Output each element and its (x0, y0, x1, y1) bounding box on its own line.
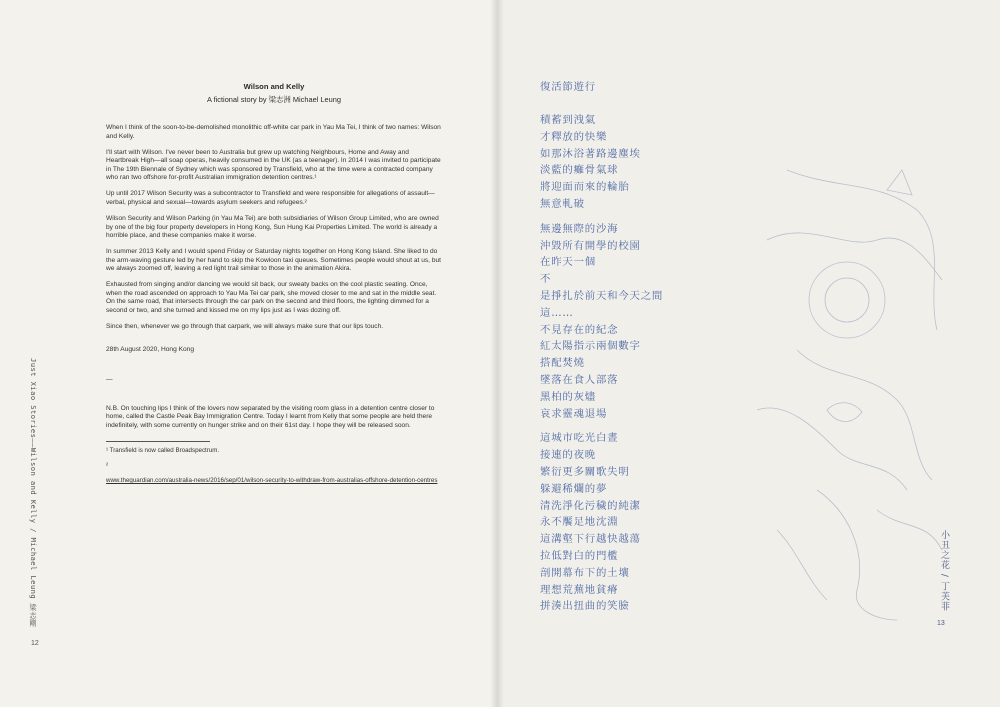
poem-line: 理想荒蕪地貧瘠 (540, 583, 619, 596)
poem-line: 淡藍的癱骨氣球 (540, 164, 619, 177)
poem-line: 黑柏的灰燼 (540, 390, 596, 403)
page-number-right: 13 (937, 620, 945, 627)
left-page (0, 0, 497, 707)
stanza-3 (540, 430, 800, 615)
footnote-2-mark: ² (106, 461, 109, 469)
section-dash: — (106, 376, 113, 384)
running-head-right: 小丑之花 / 丁芙菲 (939, 530, 949, 612)
paragraph: When I think of the soon-to-be-demolished monolithic off-white car park in Yau Ma Tei, I think of two names: Wilson and Kelly. (106, 124, 441, 140)
poem-line: 積蓄到洩氣 (540, 114, 596, 126)
paragraph: Wilson Security and Wilson Parking (in Yau Ma Tei) are both subsidiaries of Wilson Group Limited, who are owned by one of the big four property developers in Hong Kong, Sun Hung Kai Properties Limited. The world is already a horrible place, and these companies make it worse. (106, 214, 439, 240)
paragraph: Exhausted from singing and/or dancing we would sit back, our sweaty backs on the cool plastic seating. Once, when the road ascended on approach to Yau Ma Tei car park, she moved closer to me and sat in the middle seat. On the same road, that intersects through the car park on the second and third floors, the lighting dimmed for a second or two, and she turned and kissed me on my lips just as I was dozing off. (106, 281, 437, 315)
footnote-2 (106, 477, 442, 485)
poem-line: 紅太陽指示兩個數字 (540, 340, 641, 353)
poem-line: 哀求靈魂退場 (540, 407, 608, 420)
paragraph: Since then, whenever we go through that carpark, we will always make sure that our lips touch. (106, 323, 384, 331)
story-body (106, 124, 442, 493)
nb-paragraph: N.B. On touching lips I think of the lovers now separated by the visiting room glass in a detention centre closer to home, called the Castle Peak Bay Immigration Centre. Today I learnt from Kelly that some people are held there indefinitely, with some currently on hunger strike and on their 61st day. I hope they will be released soon. (106, 404, 435, 429)
paragraph: Up until 2017 Wilson Security was a subcontractor to Transfield and were responsible for allegations of assault—verbal, physical and sexual—towards asylum seekers and refugees.² (106, 190, 435, 206)
poem (540, 78, 800, 615)
poem-line: 這溝壑下行越快越蕩 (540, 533, 641, 546)
poem-line: 無邊無際的沙海 (540, 222, 619, 235)
poem-line: 躲避稀爛的夢 (540, 482, 608, 495)
footnote-rule (106, 441, 210, 442)
page-number-left: 12 (31, 640, 39, 647)
story-title: Wilson and Kelly (243, 82, 305, 91)
story-byline: A fictional story by 梁志洲 Michael Leung (207, 95, 341, 104)
poem-line: 拼湊出扭曲的笑臉 (540, 600, 630, 613)
poem-line: 如那沐浴著路邊塵埃 (540, 147, 641, 160)
poem-line: 繁衍更多關歌失明 (540, 465, 630, 478)
book-gutter (490, 0, 504, 707)
poem-line: 拉低對白的門檻 (540, 549, 619, 562)
stanza-1 (540, 112, 800, 213)
footnote-1: ¹ Transfield is now called Broadspectrum. (106, 446, 220, 454)
poem-line: 無意軋破 (540, 197, 585, 210)
poem-line: 永不饜足地沈淵 (540, 516, 619, 529)
poem-line: 這城市吃光白晝 (540, 432, 619, 445)
footnote-2-link[interactable]: www.theguardian.com/australia-news/2016/sep/01/wilson-security-to-withdraw-from-australias-offshore-detention-centres (106, 477, 438, 485)
poem-line: 在昨天一個 (540, 256, 596, 269)
poem-line: 清洗淨化污穢的純潔 (540, 499, 641, 512)
poem-line: 搭配焚燒 (540, 357, 585, 370)
poem-line: 不 (540, 273, 552, 286)
stanza-gap (540, 213, 800, 221)
poem-line: 不見存在的紀念 (540, 323, 619, 336)
poem-line: 是掙扎於前天和今天之間 (540, 289, 664, 302)
running-head-left: Just Xiao Stories——Wilson and Kelly / Michael Leung 梁志剛 (29, 358, 38, 627)
poem-line: 墜落在食人部落 (540, 373, 619, 386)
poem-line: 這…… (540, 306, 574, 319)
paragraph: In summer 2013 Kelly and I would spend Friday or Saturday nights together on Hong Kong Island. She liked to do the arm-waving gesture led by her hand to skip the Kowloon taxi queues. Sometimes people would shout at us, but we always zoomed off, leaving a red light trail similar to those in the animation Akira. (106, 248, 442, 273)
poem-line: 接連的夜晚 (540, 449, 596, 462)
stanza-gap (540, 422, 800, 430)
poem-line: 剖開幕布下的土壤 (540, 566, 630, 579)
paragraph: I'll start with Wilson. I've never been to Australia but grew up watching Neighbours, Home and Away and Heartbreak High—all soap operas, heavily consumed in the UK (as a teenager). In 2014 I was invited to participate in The 19th Biennale of Sydney which was sponsored by Transfield, who at the time were a contracted company who ran two offshore for-profit Australian immigration detention centres.¹ (106, 148, 441, 182)
right-page (497, 0, 1000, 707)
poem-title: 復活節遊行 (540, 81, 596, 93)
stanza-2 (540, 221, 800, 423)
poem-line: 才釋放的快樂 (540, 130, 608, 143)
poem-line: 沖毀所有開學的校園 (540, 239, 641, 252)
story-date: 28th August 2020, Hong Kong (106, 345, 194, 353)
poem-line: 將迎面而來的輪胎 (540, 181, 630, 194)
